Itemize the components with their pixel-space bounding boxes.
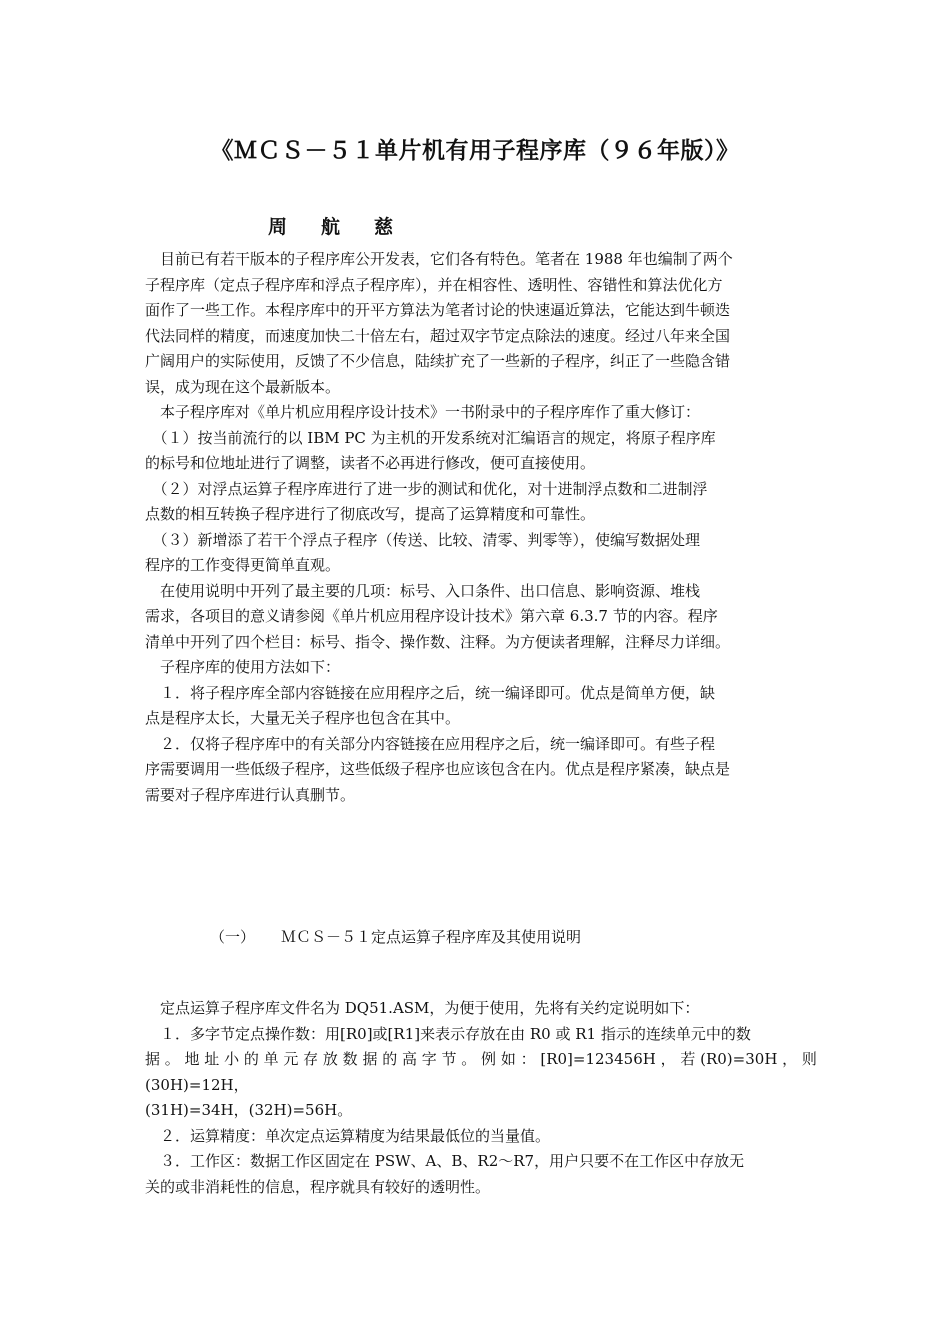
intro-line: （２）对浮点运算子程序库进行了进一步的测试和优化，对十进制浮点数和二进制浮 bbox=[145, 479, 708, 498]
intro-line: 目前已有若干版本的子程序库公开发表，它们各有特色。笔者在 1988 年也编制了两个 bbox=[145, 250, 733, 268]
section-line: (31H)=34H，(32H)=56H。 bbox=[145, 1101, 353, 1119]
intro-line: 子程序库的使用方法如下： bbox=[145, 658, 341, 676]
intro-line: １．将子程序库全部内容链接在应用程序之后，统一编译即可。优点是简单方便，缺 bbox=[145, 683, 716, 702]
intro-body bbox=[145, 247, 810, 808]
section-heading bbox=[210, 926, 581, 947]
section-number: （一） bbox=[210, 928, 256, 946]
section-line: １．多字节定点操作数：用[R0]或[R1]来表示存放在由 R0 或 R1 指示的连续单元中的数 bbox=[145, 1024, 751, 1043]
intro-line: 清单中开列了四个栏目：标号、指令、操作数、注释。为方便读者理解，注释尽力详细。 bbox=[145, 632, 731, 651]
intro-line: 点数的相互转换子程序进行了彻底改写，提高了运算精度和可靠性。 bbox=[145, 505, 596, 523]
section-line: ３．工作区：数据工作区固定在 PSW、A、B、R2～R7，用户只要不在工作区中存放无 bbox=[145, 1152, 745, 1170]
intro-line: 本子程序库对《单片机应用程序设计技术》一书附录中的子程序库作了重大修订： bbox=[145, 403, 701, 421]
intro-line: ２．仅将子程序库中的有关部分内容链接在应用程序之后，统一编译即可。有些子程 bbox=[145, 734, 716, 753]
intro-line: 需要对子程序库进行认真删节。 bbox=[145, 785, 356, 804]
intro-line: 点是程序太长，大量无关子程序也包含在其中。 bbox=[145, 709, 461, 727]
section-line: ２．运算精度：单次定点运算精度为结果最低位的当量值。 bbox=[145, 1126, 551, 1145]
section-line: (30H)=12H， bbox=[145, 1075, 249, 1094]
intro-line: 误，成为现在这个最新版本。 bbox=[145, 377, 341, 396]
intro-line: 广阔用户的实际使用，反馈了不少信息，陆续扩充了一些新的子程序，纠正了一些隐含错 bbox=[145, 352, 731, 370]
intro-line: 需求，各项目的意义请参阅《单片机应用程序设计技术》第六章 6.3.7 节的内容。程序 bbox=[145, 607, 718, 625]
intro-line: 子程序库（定点子程序库和浮点子程序库），并在相容性、透明性、容错性和算法优化方 bbox=[145, 275, 723, 294]
intro-line: 面作了一些工作。本程序库中的开平方算法为笔者讨论的快速逼近算法，它能达到牛顿迭 bbox=[145, 301, 731, 319]
author-name: 周航慈 bbox=[268, 216, 428, 238]
section-line: 关的或非消耗性的信息，程序就具有较好的透明性。 bbox=[145, 1177, 491, 1196]
section-line: 据 。 地 址 小 的 单 元 存 放 数 据 的 高 字 节 。 例 如 ： [R0]=123456H ， 若 (R0)=30H ， 则 bbox=[145, 1050, 817, 1068]
intro-line: （１）按当前流行的以 IBM PC 为主机的开发系统对汇编语言的规定，将原子程序库 bbox=[145, 428, 716, 447]
intro-line: 程序的工作变得更简单直观。 bbox=[145, 556, 341, 574]
document-title: 《ＭＣＳ－５１单片机有用子程序库（９６年版）》 bbox=[210, 137, 740, 164]
intro-line: 在使用说明中开列了最主要的几项：标号、入口条件、出口信息、影响资源、堆栈 bbox=[145, 581, 701, 600]
intro-line: 序需要调用一些低级子程序，这些低级子程序也应该包含在内。优点是程序紧凑，缺点是 bbox=[145, 760, 731, 778]
intro-line: 代法同样的精度，而速度加快二十倍左右，超过双字节定点除法的速度。经过八年来全国 bbox=[145, 326, 731, 345]
section-title: ＭＣＳ－５１定点运算子程序库及其使用说明 bbox=[281, 928, 582, 946]
section-body bbox=[145, 996, 817, 1200]
intro-line: （３）新增添了若干个浮点子程序（传送、比较、清零、判零等），使编写数据处理 bbox=[145, 530, 701, 549]
intro-line: 的标号和位地址进行了调整，读者不必再进行修改，便可直接使用。 bbox=[145, 454, 596, 472]
section-line: 定点运算子程序库文件名为 DQ51.ASM，为便于使用，先将有关约定说明如下： bbox=[145, 999, 700, 1017]
